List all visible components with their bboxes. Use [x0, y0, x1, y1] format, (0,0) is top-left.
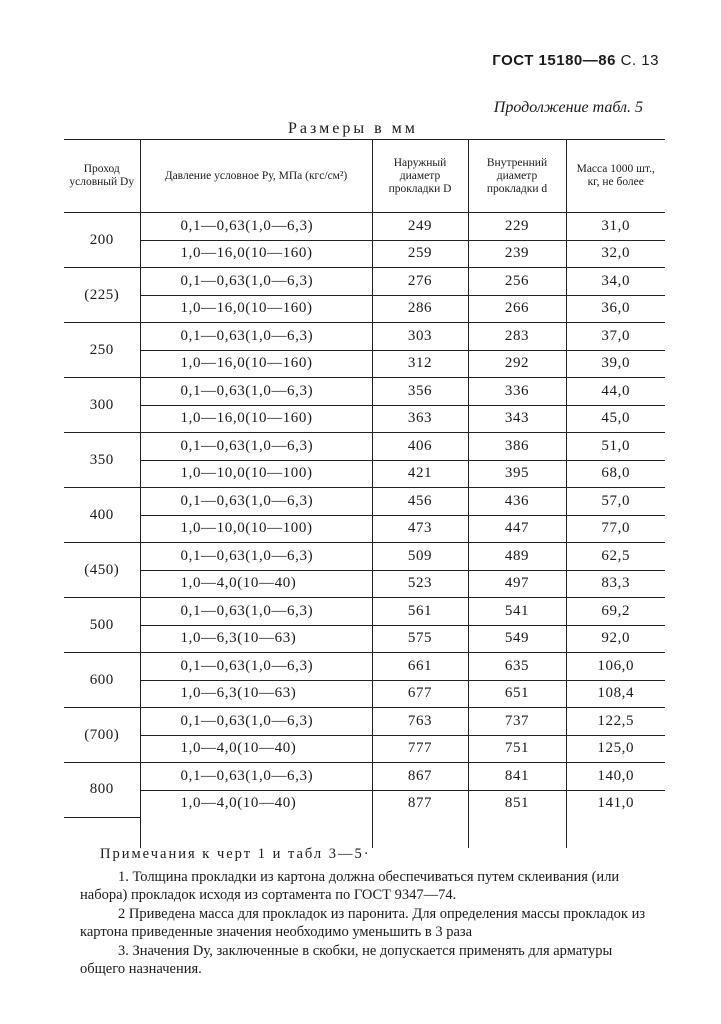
- cell-inner-diameter: 841: [468, 763, 566, 791]
- table-row: [64, 708, 665, 736]
- cell-outer-diameter: 421: [372, 460, 468, 488]
- cell-outer-diameter: 509: [372, 543, 468, 571]
- cell-outer-diameter: 259: [372, 240, 468, 268]
- table-row: [64, 323, 665, 351]
- gasket-dimensions-table: [64, 139, 665, 848]
- cell-inner-diameter: 283: [468, 323, 566, 351]
- empty-cell: [140, 817, 372, 848]
- table-row: [64, 295, 665, 323]
- table-row: [64, 570, 665, 598]
- cell-pressure: 1,0—16,0(10—160): [140, 350, 372, 378]
- page-header: [492, 52, 659, 69]
- table-continuation-label: Продолжение табл. 5: [493, 99, 643, 116]
- cell-pressure: 0,1—0,63(1,0—6,3): [140, 488, 372, 516]
- table-header-row: [64, 140, 665, 213]
- cell-mass: 92,0: [566, 625, 665, 653]
- cell-inner-diameter: 436: [468, 488, 566, 516]
- cell-outer-diameter: 276: [372, 268, 468, 296]
- cell-pressure: 0,1—0,63(1,0—6,3): [140, 323, 372, 351]
- cell-mass: 125,0: [566, 735, 665, 763]
- header-outer-diameter: Наружный диаметр прокладки D: [372, 140, 468, 213]
- cell-mass: 39,0: [566, 350, 665, 378]
- cell-pressure: 1,0—6,3(10—63): [140, 625, 372, 653]
- empty-cell: [468, 817, 566, 848]
- cell-inner-diameter: 239: [468, 240, 566, 268]
- cell-mass: 108,4: [566, 680, 665, 708]
- cell-inner-diameter: 447: [468, 515, 566, 543]
- table-row: [64, 763, 665, 791]
- cell-pressure: 1,0—16,0(10—160): [140, 240, 372, 268]
- table-row: [64, 515, 665, 543]
- empty-cell: [64, 817, 140, 848]
- cell-outer-diameter: 661: [372, 653, 468, 681]
- cell-outer-diameter: 777: [372, 735, 468, 763]
- cell-pressure: 1,0—10,0(10—100): [140, 460, 372, 488]
- standard-number: ГОСТ 15180—86: [492, 52, 616, 69]
- cell-mass: 51,0: [566, 433, 665, 461]
- cell-pressure: 1,0—4,0(10—40): [140, 570, 372, 598]
- cell-outer-diameter: 677: [372, 680, 468, 708]
- cell-outer-diameter: 561: [372, 598, 468, 626]
- cell-inner-diameter: 489: [468, 543, 566, 571]
- cell-inner-diameter: 386: [468, 433, 566, 461]
- cell-mass: 122,5: [566, 708, 665, 736]
- cell-inner-diameter: 256: [468, 268, 566, 296]
- cell-outer-diameter: 406: [372, 433, 468, 461]
- cell-outer-diameter: 763: [372, 708, 468, 736]
- table-row: [64, 543, 665, 571]
- table-row: [64, 378, 665, 406]
- cell-inner-diameter: 292: [468, 350, 566, 378]
- cell-pressure: 0,1—0,63(1,0—6,3): [140, 268, 372, 296]
- notes-title: Примечания к черт 1 и табл 3—5·: [100, 846, 371, 862]
- header-dn: Проход условный Dу: [64, 140, 140, 213]
- cell-dn: 800: [64, 763, 140, 818]
- cell-dn: 200: [64, 213, 140, 268]
- cell-dn: 250: [64, 323, 140, 378]
- table-row: [64, 735, 665, 763]
- cell-inner-diameter: 497: [468, 570, 566, 598]
- cell-inner-diameter: 651: [468, 680, 566, 708]
- cell-inner-diameter: 395: [468, 460, 566, 488]
- cell-pressure: 0,1—0,63(1,0—6,3): [140, 543, 372, 571]
- cell-inner-diameter: 851: [468, 790, 566, 817]
- table-row: [64, 680, 665, 708]
- cell-inner-diameter: 229: [468, 213, 566, 241]
- table-trailing-row: [64, 817, 665, 848]
- cell-dn: (450): [64, 543, 140, 598]
- cell-pressure: 1,0—16,0(10—160): [140, 295, 372, 323]
- cell-mass: 31,0: [566, 213, 665, 241]
- table-row: [64, 268, 665, 296]
- cell-mass: 34,0: [566, 268, 665, 296]
- units-caption: Размеры в мм: [288, 120, 418, 137]
- table-row: [64, 350, 665, 378]
- note-item: 2 Приведена масса для прокладок из паронита. Для определения массы прокладок из картона приведенные значения необходимо уменьшить в 3 раза: [80, 905, 646, 940]
- cell-inner-diameter: 541: [468, 598, 566, 626]
- cell-mass: 83,3: [566, 570, 665, 598]
- cell-pressure: 1,0—6,3(10—63): [140, 680, 372, 708]
- cell-outer-diameter: 303: [372, 323, 468, 351]
- cell-pressure: 0,1—0,63(1,0—6,3): [140, 653, 372, 681]
- empty-cell: [372, 817, 468, 848]
- note-item: 1. Толщина прокладки из картона должна обеспечиваться путем склеивания (или набора) прокладок исходя из сортамента по ГОСТ 9347—74.: [80, 868, 620, 903]
- table-row: [64, 460, 665, 488]
- cell-outer-diameter: 249: [372, 213, 468, 241]
- cell-mass: 106,0: [566, 653, 665, 681]
- cell-outer-diameter: 312: [372, 350, 468, 378]
- cell-mass: 44,0: [566, 378, 665, 406]
- cell-mass: 69,2: [566, 598, 665, 626]
- table-row: [64, 653, 665, 681]
- cell-inner-diameter: 737: [468, 708, 566, 736]
- cell-mass: 57,0: [566, 488, 665, 516]
- cell-pressure: 1,0—10,0(10—100): [140, 515, 372, 543]
- cell-dn: 350: [64, 433, 140, 488]
- cell-outer-diameter: 575: [372, 625, 468, 653]
- cell-outer-diameter: 356: [372, 378, 468, 406]
- cell-outer-diameter: 473: [372, 515, 468, 543]
- cell-inner-diameter: 751: [468, 735, 566, 763]
- header-inner-diameter: Внутренний диаметр прокладки d: [468, 140, 566, 213]
- notes-section: [80, 845, 660, 979]
- cell-inner-diameter: 343: [468, 405, 566, 433]
- cell-pressure: 1,0—4,0(10—40): [140, 790, 372, 817]
- table-row: [64, 240, 665, 268]
- cell-mass: 77,0: [566, 515, 665, 543]
- cell-pressure: 0,1—0,63(1,0—6,3): [140, 213, 372, 241]
- header-mass: Масса 1000 шт., кг, не более: [566, 140, 665, 213]
- table-row: [64, 488, 665, 516]
- cell-outer-diameter: 877: [372, 790, 468, 817]
- cell-pressure: 1,0—4,0(10—40): [140, 735, 372, 763]
- cell-mass: 32,0: [566, 240, 665, 268]
- cell-dn: 300: [64, 378, 140, 433]
- cell-inner-diameter: 635: [468, 653, 566, 681]
- table-row: [64, 598, 665, 626]
- cell-pressure: 0,1—0,63(1,0—6,3): [140, 708, 372, 736]
- cell-pressure: 0,1—0,63(1,0—6,3): [140, 763, 372, 791]
- table-row: [64, 433, 665, 461]
- cell-inner-diameter: 336: [468, 378, 566, 406]
- cell-inner-diameter: 266: [468, 295, 566, 323]
- cell-dn: 600: [64, 653, 140, 708]
- cell-inner-diameter: 549: [468, 625, 566, 653]
- cell-mass: 62,5: [566, 543, 665, 571]
- cell-mass: 37,0: [566, 323, 665, 351]
- table-row: [64, 213, 665, 241]
- page-number: С. 13: [620, 52, 659, 69]
- header-pressure: Давление условное Pу, МПа (кгс/см²): [140, 140, 372, 213]
- cell-outer-diameter: 363: [372, 405, 468, 433]
- note-item: 3. Значения Dу, заключенные в скобки, не допускается применять для арматуры общего назначения.: [80, 942, 613, 977]
- cell-dn: 400: [64, 488, 140, 543]
- cell-outer-diameter: 867: [372, 763, 468, 791]
- cell-mass: 45,0: [566, 405, 665, 433]
- cell-mass: 68,0: [566, 460, 665, 488]
- cell-dn: (700): [64, 708, 140, 763]
- cell-pressure: 0,1—0,63(1,0—6,3): [140, 433, 372, 461]
- cell-dn: 500: [64, 598, 140, 653]
- table-row: [64, 405, 665, 433]
- empty-cell: [566, 817, 665, 848]
- cell-outer-diameter: 456: [372, 488, 468, 516]
- cell-outer-diameter: 286: [372, 295, 468, 323]
- cell-dn: (225): [64, 268, 140, 323]
- table-row: [64, 625, 665, 653]
- cell-pressure: 0,1—0,63(1,0—6,3): [140, 378, 372, 406]
- cell-outer-diameter: 523: [372, 570, 468, 598]
- cell-mass: 141,0: [566, 790, 665, 817]
- cell-mass: 36,0: [566, 295, 665, 323]
- table-row: [64, 790, 665, 817]
- cell-pressure: 0,1—0,63(1,0—6,3): [140, 598, 372, 626]
- cell-mass: 140,0: [566, 763, 665, 791]
- cell-pressure: 1,0—16,0(10—160): [140, 405, 372, 433]
